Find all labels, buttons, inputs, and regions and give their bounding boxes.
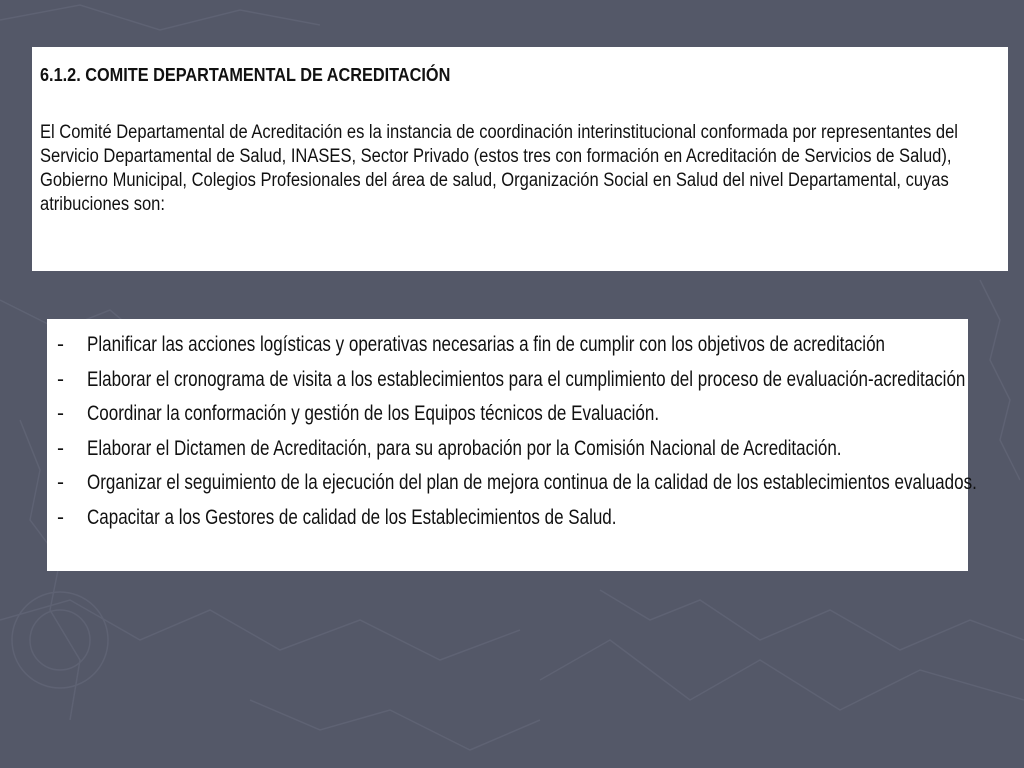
list-item	[53, 501, 962, 536]
paragraph-line: Servicio Departamental de Salud, INASES, Sector Privado (estos tres con formación en Acreditación de Servicios de Salud),	[40, 146, 952, 167]
paragraph-line: Gobierno Municipal, Colegios Profesionales del área de salud, Organización Social en Salud del nivel Departamental, cuyas	[40, 170, 949, 191]
definition-panel	[32, 47, 1008, 271]
list-item	[53, 328, 962, 363]
paragraph-line: atribuciones son:	[40, 194, 165, 215]
decor-compass	[12, 592, 108, 688]
list-item-text: Capacitar a los Gestores de calidad de los Establecimientos de Salud.	[87, 505, 617, 529]
decor-line	[540, 640, 1024, 710]
list-item-text: Planificar las acciones logísticas y operativas necesarias a fin de cumplir con los objetivos de acreditación	[87, 333, 885, 356]
list-item-text: Elaborar el Dictamen de Acreditación, para su aprobación por la Comisión Nacional de Acreditación.	[87, 436, 842, 460]
list-item	[53, 397, 962, 432]
list-item-text: Organizar el seguimiento de la ejecución del plan de mejora continua de la calidad de los establecimientos evaluados.	[87, 471, 977, 494]
list-item	[53, 363, 966, 398]
decor-compass	[30, 610, 90, 670]
bullet-dash: -	[57, 333, 64, 356]
bullet-dash: -	[57, 436, 64, 460]
decor-line	[980, 280, 1020, 480]
bullet-dash: -	[57, 505, 64, 529]
bullet-dash: -	[57, 471, 64, 494]
decor-line	[0, 600, 520, 660]
decor-line	[600, 590, 1024, 650]
bullet-dash: -	[57, 367, 64, 391]
attributions-panel	[47, 319, 977, 571]
bullet-dash: -	[57, 402, 64, 425]
section-heading: 6.1.2. COMITE DEPARTAMENTAL DE ACREDITACIÓN	[40, 64, 451, 85]
paragraph-line: El Comité Departamental de Acreditación es la instancia de coordinación interinstitucional conformada por representantes del	[40, 122, 958, 143]
decor-line	[0, 5, 320, 30]
decor-line	[250, 700, 540, 750]
list-item-text: Coordinar la conformación y gestión de los Equipos técnicos de Evaluación.	[87, 402, 660, 425]
definition-paragraph	[40, 121, 1000, 217]
list-item-text: Elaborar el cronograma de visita a los establecimientos para el cumplimiento del proceso de evaluación-acreditación	[87, 367, 966, 391]
list-item	[53, 432, 962, 467]
attributions-list	[53, 328, 977, 535]
list-item	[53, 466, 977, 501]
